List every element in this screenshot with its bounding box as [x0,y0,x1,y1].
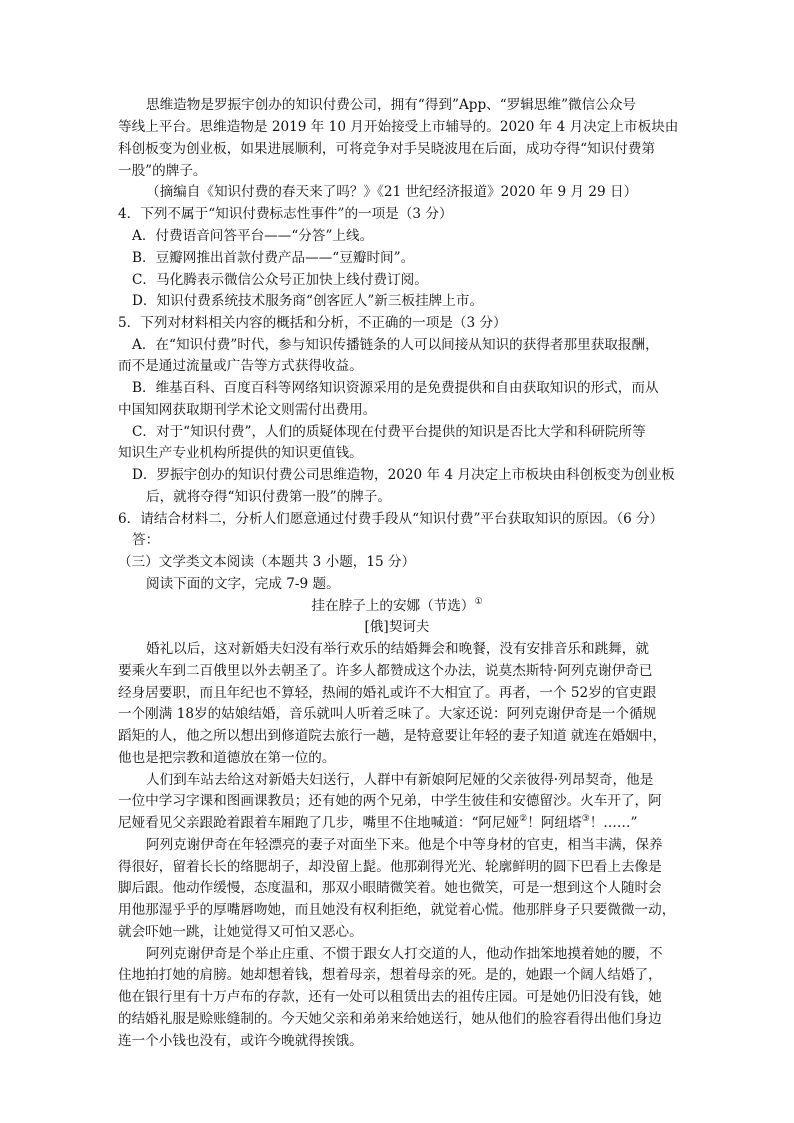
footnote-marker: ① [474,597,483,607]
question-4-option-c: C．马化腾表示微信公众号正加快上线付费订阅。 [132,272,428,288]
story-p3-line: 阿列克谢伊奇在年轻漂亮的妻子对面坐下来。他是个中等身材的官吏，相当丰满，保养 [146,837,663,853]
story-p2-line: 一位中学习字课和图画课教员；还有她的两个兄弟，中学生彼佳和安德留沙。火车开了，阿 [118,793,662,809]
story-p3-line: 脚后跟。他动作缓慢，态度温和，那双小眼睛微笑着。她也微笑，可是一想到这个人随时会 [118,880,662,896]
story-p4-line: 住地拍打她的肩膀。她却想着钱，想着母亲，想着母亲的死。是的，她跟一个阔人结婚了， [118,967,662,983]
story-p2-line: 人们到车站去给这对新婚夫妇送行，人群中有新娘阿尼娅的父亲彼得·列昂契奇，他是 [146,772,654,788]
passage-line: 科创板变为创业板，如果进展顺利，可将竞争对手吴晓波甩在后面，成功夺得“知识付费第 [118,141,656,157]
question-4-option-d: D．知识付费系统技术服务商“创客匠人”新三板挂牌上市。 [132,293,484,309]
question-5-stem: 5．下列对材料相关内容的概括和分析，不正确的一项是（3 分） [118,315,507,331]
story-p4-line: 的结婚礼服是赊账缝制的。今天她父亲和弟弟来给她送行，她从他们的脸容看得出他们身边 [118,1011,662,1027]
question-4-option-b: B．豆瓣网推出首款付费产品——“豆瓣时间”。 [132,250,415,266]
story-p1-line: 婚礼以后，这对新婚夫妇没有举行欢乐的结婚舞会和晚餐，没有安排音乐和跳舞，就 [146,641,649,657]
passage-line: 思维造物是罗振宇创办的知识付费公司，拥有“得到”App、“罗辑思维”微信公众号 [146,97,637,113]
footnote-marker: ② [519,814,528,824]
story-p1-line: 他也是把宗教和道德放在第一位的。 [118,750,336,766]
story-p1-line: 要乘火车到二百俄里以外去朝圣了。许多人都赞成这个办法，说莫杰斯特·阿列克谢伊奇已 [118,663,653,679]
story-p4-line: 他在银行里有十万卢布的存款，还有一处可以租赁出去的祖传庄园。可是她仍旧没有钱，她 [118,989,662,1005]
story-p3-line: 用他那湿乎乎的厚嘴唇吻她，而且她没有权利拒绝，就觉着心慌。他那胖身子只要微微一动， [118,902,676,918]
question-5-option-c: C．对于“知识付费”，人们的质疑体现在付费平台提供的知识是否比大学和科研院所等 [132,424,646,440]
question-5-option-b: B．维基百科、百度百科等网络知识资源采用的是免费提供和自由获取知识的形式，而从 [132,380,659,396]
section-heading: （三）文学类文本阅读（本题共 3 小题，15 分） [118,554,416,570]
story-title [118,596,676,618]
story-p2-line [118,813,637,835]
story-p4-line: 连一个小钱也没有，或许今晚就得挨饿。 [118,1033,363,1049]
story-p3-line: 得很好，留着长长的络腮胡子，却没留上髭。他那剃得光光、轮廓鲜明的圆下巴看上去像是 [118,859,662,875]
question-6-answer-label: 答： [132,532,160,548]
question-4-stem: 4．下列不属于“知识付费标志性事件”的一项是（3 分） [118,206,453,222]
story-title-text: 挂在脖子上的安娜（节选） [311,598,475,614]
passage-source: （摘编自《知识付费的春天来了吗？》《21 世纪经济报道》2020 年 9 月 29 日） [146,184,638,200]
question-6-stem: 6．请结合材料二，分析人们愿意通过付费手段从“知识付费”平台获取知识的原因。（6 分） [118,511,664,527]
story-p2-line-text: 尼娅看见父亲跟跄着跟着车厢跑了几步，嘴里不住地喊道： [118,815,472,831]
passage-line: 等线上平台。思维造物是 2019 年 10 月开始接受上市辅导的。2020 年 4 月决定上市板块由 [118,119,679,135]
story-p4-line: 阿列克谢伊奇是个举止庄重、不惯于跟女人打交道的人，他动作拙笨地摸着她的腰，不 [146,946,663,962]
quote-part: ！……” [589,815,638,831]
story-p3-line: 就会吓她一跳，让她觉得又可怕又恶心。 [118,924,363,940]
story-p1-line: 蹈矩的人，他之所以想出到修道院去旅行一趟，是特意要让年轻的妻子知道 就连在婚姻中， [118,728,667,744]
section-instruction: 阅读下面的文字，完成 7-9 题。 [146,576,340,592]
story-p1-line: 一个刚满 18岁的姑娘结婚，音乐就叫人听着乏味了。大家还说：阿列克谢伊奇是一个循规 [118,706,657,722]
quote-part: “阿尼娅 [471,815,520,831]
story-author: [俄]契诃夫 [364,619,430,635]
story-p1-line: 经身居要职，而且年纪也不算轻，热闹的婚礼或许不大相宜了。再者，一个 52岁的官吏跟 [118,685,657,701]
question-4-option-a: A．付费语音问答平台——“分答”上线。 [132,228,374,244]
question-5-option-c-cont: 知识生产专业机构所提供的知识更值钱。 [118,445,363,461]
question-5-option-a-cont: 而不是通过流量或广告等方式获得收益。 [118,358,363,374]
footnote-marker: ③ [581,814,590,824]
question-5-option-b-cont: 中国知网获取期刊学术论文则需付出费用。 [118,402,377,418]
question-5-option-d: D．罗振宇创办的知识付费公司思维造物，2020 年 4 月决定上市板块由科创板变为创业板 [132,467,675,483]
question-5-option-a: A．在“知识付费”时代，参与知识传播链条的人可以间接从知识的获得者那里获取报酬， [132,337,659,353]
question-5-option-d-cont: 后，就将夺得“知识付费第一股”的牌子。 [146,489,391,505]
quote-part: ！阿纽塔 [527,815,582,831]
passage-line: 一股”的牌子。 [118,163,207,179]
